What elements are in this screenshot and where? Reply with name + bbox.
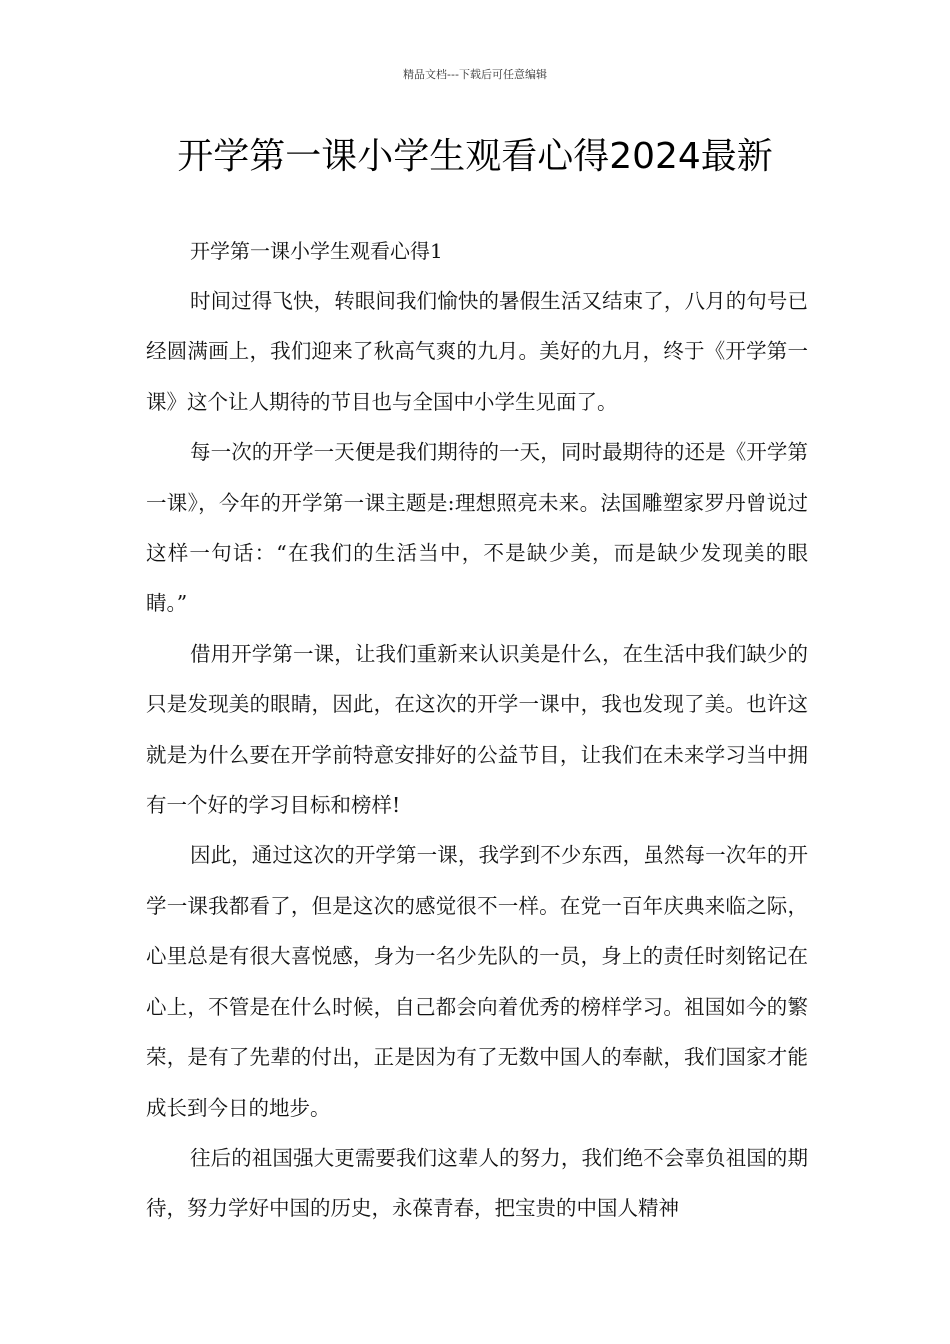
paragraph-3: 借用开学第一课，让我们重新来认识美是什么，在生活中我们缺少的只是发现美的眼睛，因此，在这次的开学一课中，我也发现了美。也许这就是为什么要在开学前特意安排好的公益节目，让我们在未来学习当中拥有一个好的学习目标和榜样!	[146, 641, 808, 818]
section-subheading: 开学第一课小学生观看心得1	[190, 239, 443, 263]
paragraph-4: 因此，通过这次的开学第一课，我学到不少东西，虽然每一次年的开学一课我都看了，但是这次的感觉很不一样。在党一百年庆典来临之际，心里总是有很大喜悦感，身为一名少先队的一员，身上的责任时刻铭记在心上，不管是在什么时候，自己都会向着优秀的榜样学习。祖国如今的繁荣，是有了先辈的付出，正是因为有了无数中国人的奉献，我们国家才能成长到今日的地步。	[146, 843, 808, 1120]
document-title: 开学第一课小学生观看心得2024最新	[177, 136, 773, 177]
paragraph-1: 时间过得飞快，转眼间我们愉快的暑假生活又结束了，八月的句号已经圆满画上，我们迎来了秋高气爽的九月。美好的九月，终于《开学第一课》这个让人期待的节目也与全国中小学生见面了。	[146, 289, 808, 414]
document-body	[146, 226, 808, 1234]
paragraph-2: 每一次的开学一天便是我们期待的一天，同时最期待的还是《开学第一课》，今年的开学第一课主题是:理想照亮未来。法国雕塑家罗丹曾说过这样一句话：“在我们的生活当中，不是缺少美，而是缺少发现美的眼睛。”	[146, 440, 808, 616]
header-note: 精品文档---下载后可任意编辑	[403, 68, 547, 81]
paragraph-5: 往后的祖国强大更需要我们这辈人的努力，我们绝不会辜负祖国的期待，努力学好中国的历史，永葆青春，把宝贵的中国人精神	[146, 1145, 808, 1221]
